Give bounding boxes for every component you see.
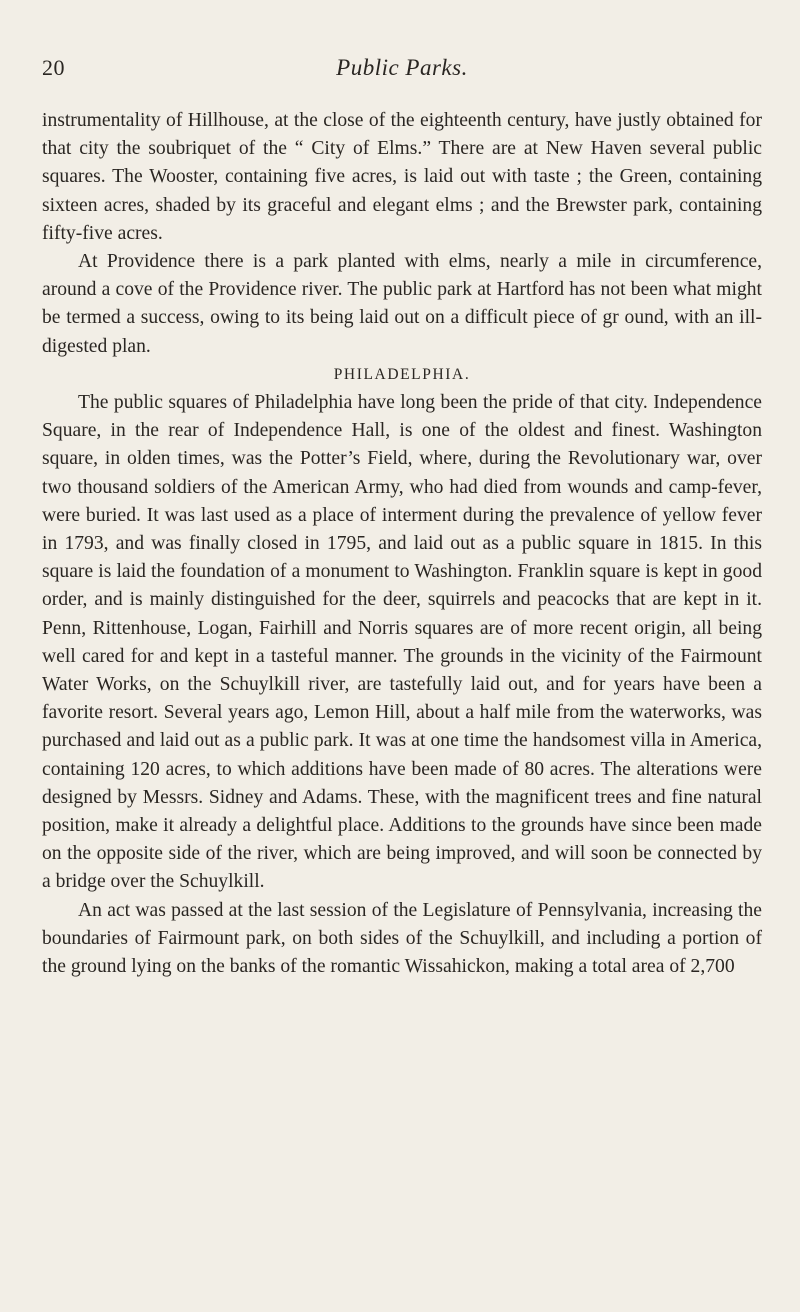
paragraph-providence-hartford: At Providence there is a park planted with elms, nearly a mile in circumference, around a cove of the Providence river. The public park at Hartford has not been what might be termed a success, owing to its being laid out on a difficult piece of gr ound, with an ill-digested plan.	[42, 251, 762, 357]
paragraph-new-haven-continued: instrumentality of Hillhouse, at the close of the eighteenth century, have justly obtained for that city the soubriquet of the “ City of Elms.” There are at New Haven several public squares. The Wooster, containing five acres, is laid out with taste ; the Green, containing sixteen acres, shaded by its graceful and elegant elms ; and the Brewster park, containing fifty-five acres.	[42, 110, 762, 244]
body-text	[42, 107, 762, 981]
paragraph-philadelphia-squares: The public squares of Philadelphia have long been the pride of that city. Independence Square, in the rear of Independence Hall, is one of the oldest and finest. Washington square, in olden times, was the Potter’s Field, where, during the Revolutionary war, over two thousand soldiers of the American Army, who had died from wounds and camp-fever, were buried. It was last used as a place of interment during the prevalence of yellow fever in 1793, and was finally closed in 1795, and laid out as a public square in 1815. In this square is laid the foundation of a monument to Washington. Franklin square is kept in good order, and is mainly distinguished for the deer, squirrels and peacocks that are kept in it. Penn, Rittenhouse, Logan, Fairhill and Norris squares are of more recent origin, all being well cared for and kept in a tasteful manner. The grounds in the vicinity of the Fairmount Water Works, on the Schuylkill river, are tastefully laid out, and for years have been a favorite resort. Several years ago, Lemon Hill, about a half mile from the waterworks, was purchased and laid out as a public park. It was at one time the handsomest villa in America, containing 120 acres, to which additions have been made of 80 acres. The alterations were designed by Messrs. Sidney and Adams. These, with the magnificent trees and fine natural position, make it already a delightful place. Additions to the grounds have since been made on the opposite side of the river, which are being improved, and will soon be connected by a bridge over the Schuylkill.	[42, 392, 762, 893]
page-number: 20	[42, 55, 65, 80]
page-header	[42, 55, 762, 95]
section-heading-philadelphia: PHILADELPHIA.	[333, 365, 471, 383]
running-title: Public Parks.	[336, 55, 468, 80]
paragraph-fairmount-act: An act was passed at the last session of the Legislature of Pennsylvania, increasing the boundaries of Fairmount park, on both sides of the Schuylkill, and including a portion of the ground lying on the banks of the romantic Wissahickon, making a total area of 2,700	[42, 899, 762, 978]
